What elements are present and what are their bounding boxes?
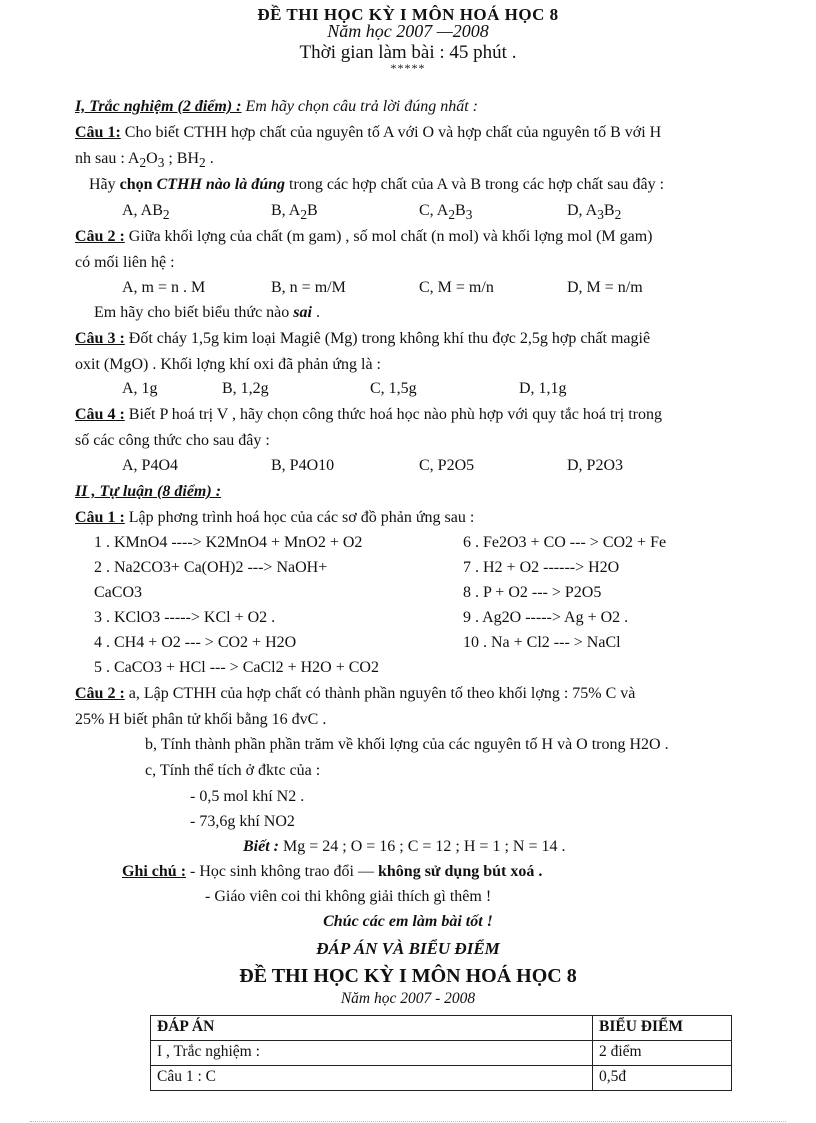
q1-text2b: O: [146, 150, 158, 167]
reaction-8: 8 . P + O2 --- > P2O5: [463, 584, 602, 601]
opt-text: D, A: [567, 202, 598, 219]
p2-q1-line: [75, 510, 474, 526]
exam-title: ĐỀ THI HỌC KỲ I MÔN HOÁ HỌC 8: [257, 5, 559, 24]
q2-label: Câu 2 :: [75, 228, 125, 245]
q1-prompt: [89, 177, 664, 193]
sub: 2: [162, 207, 170, 223]
q4-text1: Biết P hoá trị V , hãy chọn công thức hoá học nào phù hợp với quy tắc hoá trị trong: [124, 406, 662, 423]
answer-year: Năm học 2007 - 2008: [340, 990, 476, 1007]
reaction-1: 1 . KMnO4 ----> K2MnO4 + MnO2 + O2: [94, 534, 363, 551]
p2-q2-label: Câu 2 :: [75, 685, 125, 702]
q4-option-d: D, P2O3: [567, 457, 624, 474]
note-line2: - Giáo viên coi thi không giải thích gì thêm !: [205, 888, 492, 905]
reaction-2b: CaCO3: [94, 584, 142, 601]
q1-text2a: nh sau : A: [75, 150, 140, 167]
q1-prompt-c: CTHH nào là đúng: [156, 176, 286, 193]
q2-prompt-a: Em hãy cho biết biểu thức nào: [94, 304, 294, 321]
q4-line1: [75, 407, 662, 423]
sub: 2: [300, 207, 308, 223]
note-text-a: - Học sinh không trao đổi —: [186, 863, 378, 880]
q4-option-b: B, P4O10: [271, 457, 335, 474]
table-header-answer: ĐÁP ÁN: [151, 1016, 593, 1041]
reaction-7: 7 . H2 + O2 ------> H2O: [463, 559, 620, 576]
reaction-4: 4 . CH4 + O2 --- > CO2 + H2O: [94, 634, 297, 651]
known-values: [243, 839, 565, 855]
q3-line2: oxit (MgO) . Khối lợng khí oxi đã phản ứng là :: [75, 356, 381, 373]
answer-table: [150, 1015, 732, 1091]
exam-time: Thời gian làm bài : 45 phút .: [299, 42, 517, 63]
reaction-2: 2 . Na2CO3+ Ca(OH)2 ---> NaOH+: [94, 559, 328, 576]
p2-q2-item-1: - 0,5 mol khí N2 .: [190, 788, 305, 805]
p2-q2-part-c: c, Tính thể tích ở đktc của :: [145, 762, 321, 779]
opt-text: A, AB: [122, 202, 163, 219]
q2-option-a: A, m = n . M: [122, 279, 206, 296]
table-cell-score: 2 điểm: [593, 1041, 732, 1066]
p2-q1-label: Câu 1 :: [75, 509, 125, 526]
known-label: Biết :: [243, 838, 279, 855]
note-line1: [122, 864, 542, 880]
q2-option-b: B, n = m/M: [271, 279, 346, 296]
q2-option-d: D, M = n/m: [567, 279, 643, 296]
opt-text: B, A: [271, 202, 301, 219]
q2-text1: Giữa khối lợng của chất (m gam) , số mol chất (n mol) và khối lợng mol (M gam): [124, 228, 653, 245]
p2-q2-part-b: b, Tính thành phần phần trăm về khối lợng của các nguyên tố H và O trong H2O .: [145, 736, 669, 753]
q1-label: Câu 1:: [75, 124, 121, 141]
q1-text2c: ; BH: [164, 150, 200, 167]
p2-q2-line2: 25% H biết phân tử khối bằng 16 đvC .: [75, 711, 327, 728]
q3-option-c: C, 1,5g: [370, 380, 417, 397]
q1-prompt-a: Hãy: [89, 176, 120, 193]
known-text: Mg = 24 ; O = 16 ; C = 12 ; H = 1 ; N = 14 .: [279, 838, 566, 855]
p2-q1-text: Lập phơng trình hoá học của các sơ đồ phản ứng sau :: [124, 509, 475, 526]
q4-option-a: A, P4O4: [122, 457, 179, 474]
q1-option-b: [271, 203, 318, 222]
q1-line1: [75, 125, 661, 141]
q3-option-b: B, 1,2g: [222, 380, 269, 397]
reaction-9: 9 . Ag2O -----> Ag + O2 .: [463, 609, 629, 626]
exam-year: Năm học 2007 —2008: [327, 21, 489, 41]
sub: 3: [597, 207, 604, 223]
page-bottom-divider: [30, 1121, 786, 1122]
q1-prompt-d: trong các hợp chất của A và B trong các hợp chất sau đây :: [285, 176, 665, 193]
table-cell-score: 0,5đ: [593, 1066, 732, 1091]
part1-instruction: Em hãy chọn câu trả lời đúng nhất :: [241, 98, 479, 115]
reaction-5: 5 . CaCO3 + HCl --- > CaCl2 + H2O + CO2: [94, 659, 379, 676]
opt-text: B: [307, 202, 318, 219]
q3-option-d: D, 1,1g: [519, 380, 567, 397]
q3-option-a: A, 1g: [122, 380, 158, 397]
note-text-b: không sử dụng bút xoá .: [378, 863, 543, 880]
part1-heading: [75, 99, 478, 115]
note-label: Ghi chú :: [122, 863, 187, 880]
reaction-10: 10 . Na + Cl2 --- > NaCl: [463, 634, 621, 651]
p2-q2-text1: a, Lập CTHH của hợp chất có thành phần nguyên tố theo khối lợng : 75% C và: [124, 685, 636, 702]
table-header-row: [151, 1016, 732, 1041]
good-luck: Chúc các em làm bài tốt !: [323, 913, 493, 930]
table-row: [151, 1066, 732, 1091]
sub: 3: [157, 155, 165, 171]
q1-option-a: [122, 203, 170, 222]
sub: 2: [614, 207, 622, 223]
opt-text: C, A: [419, 202, 449, 219]
q1-line2: [75, 151, 214, 170]
reaction-6: 6 . Fe2O3 + CO --- > CO2 + Fe: [463, 534, 667, 551]
q1-option-c: [419, 203, 472, 222]
q1-option-d: [567, 203, 621, 222]
sub: 2: [199, 155, 206, 171]
q4-line2: số các công thức cho sau đây :: [75, 432, 270, 449]
sub: 2: [139, 155, 147, 171]
p2-q2-item-2: - 73,6g khí NO2: [190, 813, 295, 830]
p2-q2-line1: [75, 686, 635, 702]
q1-prompt-b: chọn: [119, 176, 153, 193]
q1-text1: Cho biết CTHH hợp chất của nguyên tố A với O và hợp chất của nguyên tố B với H: [120, 124, 662, 141]
answer-heading: ĐÁP ÁN VÀ BIỂU ĐIỂM: [316, 939, 500, 958]
reaction-3: 3 . KClO3 -----> KCl + O2 .: [94, 609, 276, 626]
opt-text: B: [603, 202, 615, 219]
q2-line2: có mối liên hệ :: [75, 254, 175, 271]
q2-prompt: [94, 305, 320, 321]
q2-prompt-b: sai: [293, 304, 312, 321]
q3-text1: Đốt cháy 1,5g kim loại Magiê (Mg) trong không khí thu đợc 2,5g hợp chất magiê: [124, 330, 651, 347]
q2-line1: [75, 229, 653, 245]
table-row: [151, 1041, 732, 1066]
q4-option-c: C, P2O5: [419, 457, 475, 474]
q4-label: Câu 4 :: [75, 406, 125, 423]
stars-divider: *****: [390, 61, 426, 75]
table-cell-answer: I , Trắc nghiệm :: [151, 1041, 593, 1066]
part1-title: I, Trắc nghiệm (2 điểm) :: [75, 98, 242, 115]
q1-text2d: .: [205, 150, 214, 167]
opt-text: B: [455, 202, 466, 219]
q2-prompt-c: .: [311, 304, 320, 321]
sub: 2: [448, 207, 456, 223]
q3-label: Câu 3 :: [75, 330, 125, 347]
table-header-score: BIỂU ĐIỂM: [593, 1016, 732, 1041]
table-cell-answer: Câu 1 : C: [151, 1066, 593, 1091]
answer-title: ĐỀ THI HỌC KỲ I MÔN HOÁ HỌC 8: [239, 965, 577, 987]
sub: 3: [465, 207, 473, 223]
q2-option-c: C, M = m/n: [419, 279, 494, 296]
part2-title: II , Tự luận (8 điểm) :: [75, 483, 222, 500]
q3-line1: [75, 331, 650, 347]
